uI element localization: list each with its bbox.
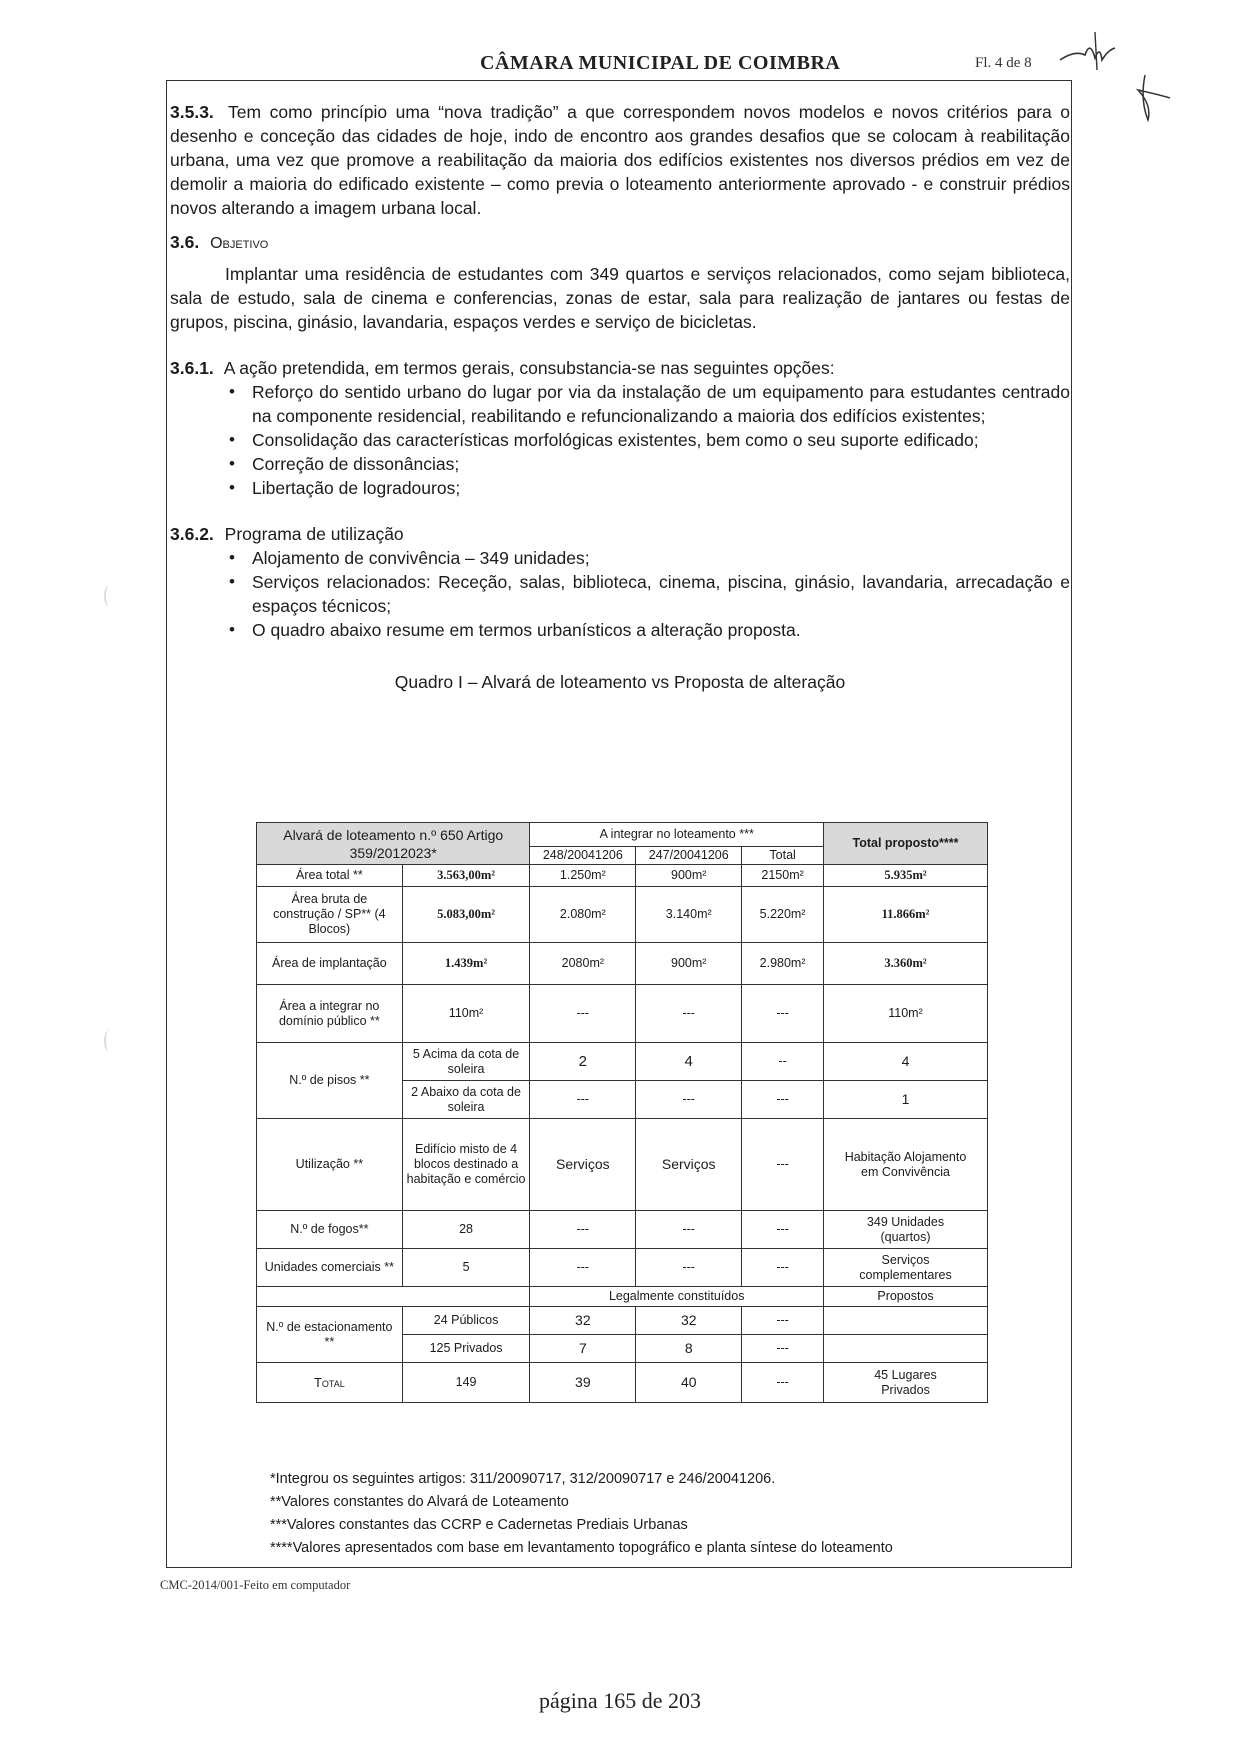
- scan-mark: [104, 585, 114, 607]
- table-cell: 7: [530, 1335, 636, 1363]
- section-3-6-heading: [170, 230, 1070, 256]
- table-cell: 5: [402, 1249, 530, 1287]
- section-text: Programa de utilização: [224, 524, 404, 544]
- table-row: [257, 865, 988, 887]
- table-cell: ---: [530, 985, 636, 1043]
- table-cell: 32: [530, 1307, 636, 1335]
- table-cell: 5.083,00m²: [402, 887, 530, 943]
- table-cell: ---: [636, 1081, 742, 1119]
- table-cell: 149: [402, 1363, 530, 1403]
- table-cell: ---: [636, 1249, 742, 1287]
- row-label: Utilização **: [257, 1119, 403, 1211]
- table-cell: ---: [742, 1119, 824, 1211]
- table-cell: 24 Públicos: [402, 1307, 530, 1335]
- header-col: 247/20041206: [636, 847, 742, 865]
- table-cell: ---: [636, 985, 742, 1043]
- table-cell: 900m²: [636, 943, 742, 985]
- table-row: [257, 1043, 988, 1081]
- section-3-5-3: [170, 100, 1070, 220]
- table-cell: 1: [824, 1081, 988, 1119]
- table-cell: ---: [530, 1211, 636, 1249]
- row-label: N.º de estacionamento **: [257, 1307, 403, 1363]
- table-row: [257, 985, 988, 1043]
- row-label: Área de implantação: [257, 943, 403, 985]
- table-cell: 11.866m²: [824, 887, 988, 943]
- table-cell: [824, 1335, 988, 1363]
- section-text: A ação pretendida, em termos gerais, consubstancia-se nas seguintes opções:: [223, 358, 835, 378]
- table-cell: 45 Lugares Privados: [824, 1363, 988, 1403]
- table-row: [257, 1307, 988, 1335]
- table-cell: 28: [402, 1211, 530, 1249]
- table-cell: 3.360m²: [824, 943, 988, 985]
- table-cell: Habitação Alojamento em Convivência: [824, 1119, 988, 1211]
- table-cell: 5 Acima da cota de soleira: [402, 1043, 530, 1081]
- table-cell: ---: [742, 1249, 824, 1287]
- bullet-list: [170, 380, 1070, 500]
- row-label: Área bruta de construção / SP** (4 Blocos): [257, 887, 403, 943]
- table-cell: 110m²: [402, 985, 530, 1043]
- table-cell: 2: [530, 1043, 636, 1081]
- table-cell: [257, 1287, 530, 1307]
- note: *Integrou os seguintes artigos: 311/20090717, 312/20090717 e 246/20041206.: [270, 1471, 776, 1487]
- table-cell: 4: [824, 1043, 988, 1081]
- row-label: Área total **: [257, 865, 403, 887]
- section-3-6-2: [170, 522, 1070, 546]
- table-cell: 40: [636, 1363, 742, 1403]
- table-cell: --: [742, 1043, 824, 1081]
- list-item: • Reforço do sentido urbano do lugar por via da instalação de um equipamento para estudantes centrado na componente residencial, reabilitando e refuncionalizando a maioria dos edifícios existentes;: [225, 380, 1070, 428]
- section-text: Tem como princípio uma “nova tradição” a que correspondem novos modelos e novos critérios para o desenho e conceção das cidades de hoje, indo de encontro aos grandes desafios que se colocam à reabilitação urbana, uma vez que promove a reabilitação da maioria dos edifícios existentes nos diversos prédios em vez de demolir a maioria do edificado existente – como previa o loteamento anteriormente aprovado - e construir prédios novos alterando a imagem urbana local.: [170, 102, 1070, 218]
- table-caption: Quadro I – Alvará de loteamento vs Proposta de alteração: [394, 672, 846, 692]
- header-alvara: Alvará de loteamento n.º 650 Artigo 359/2012023*: [257, 823, 530, 865]
- row-label: Total: [257, 1363, 403, 1403]
- table-cell: ---: [742, 1335, 824, 1363]
- table-cell: 2080m²: [530, 943, 636, 985]
- comparison-table: [256, 822, 988, 1403]
- table-cell: 1.250m²: [530, 865, 636, 887]
- table-cell: [824, 1307, 988, 1335]
- table-cell: ---: [742, 1211, 824, 1249]
- row-label: N.º de pisos **: [257, 1043, 403, 1119]
- list-item: • Consolidação das características morfológicas existentes, bem como o seu suporte edificado;: [225, 428, 1070, 452]
- table-cell: 3.140m²: [636, 887, 742, 943]
- proposed-header: Propostos: [824, 1287, 988, 1307]
- table-cell: 349 Unidades (quartos): [824, 1211, 988, 1249]
- table-cell: 900m²: [636, 865, 742, 887]
- table-cell: ---: [742, 985, 824, 1043]
- table-row: [257, 887, 988, 943]
- document-body: [170, 100, 1070, 693]
- list-item: • O quadro abaixo resume em termos urbanísticos a alteração proposta.: [225, 618, 1070, 642]
- section-number: 3.6.: [170, 232, 200, 252]
- header-col: Total: [742, 847, 824, 865]
- table-cell: ---: [530, 1249, 636, 1287]
- table-cell: ---: [742, 1081, 824, 1119]
- table-cell: 2150m²: [742, 865, 824, 887]
- table-cell: 1.439m²: [402, 943, 530, 985]
- section-number: 3.6.2.: [170, 524, 214, 544]
- table-cell: 4: [636, 1043, 742, 1081]
- row-label: Área a integrar no domínio público **: [257, 985, 403, 1043]
- section-title: Objetivo: [210, 235, 269, 252]
- note: ***Valores constantes das CCRP e Cadernetas Prediais Urbanas: [270, 1517, 688, 1533]
- header-total-proposto: Total proposto****: [824, 823, 988, 865]
- footer-code: CMC-2014/001-Feito em computador: [160, 1578, 351, 1592]
- section-3-6-text: Implantar uma residência de estudantes com 349 quartos e serviços relacionados, como sejam biblioteca, sala de estudo, sala de cinema e conferencias, zonas de estar, sala para realização de jantares ou festas de grupos, piscina, ginásio, lavandaria, espaços verdes e serviço de bicicletas.: [170, 264, 1070, 332]
- table-row: [257, 823, 988, 847]
- list-item: • Alojamento de convivência – 349 unidades;: [225, 546, 1070, 570]
- table-cell: ---: [636, 1211, 742, 1249]
- table-row: [257, 943, 988, 985]
- table-cell: 8: [636, 1335, 742, 1363]
- header-title: CÂMARA MUNICIPAL DE COIMBRA: [480, 52, 841, 74]
- table-cell: 3.563,00m²: [402, 865, 530, 887]
- table-cell: 2.980m²: [742, 943, 824, 985]
- table-notes: [270, 1468, 893, 1560]
- row-label: Unidades comerciais **: [257, 1249, 403, 1287]
- legal-header: Legalmente constituídos: [530, 1287, 824, 1307]
- table-row: [257, 1249, 988, 1287]
- section-3-6-1: [170, 356, 1070, 380]
- list-item: • Libertação de logradouros;: [225, 476, 1070, 500]
- table-row: [257, 1363, 988, 1403]
- section-number: 3.6.1.: [170, 358, 214, 378]
- table-cell: 2 Abaixo da cota de soleira: [402, 1081, 530, 1119]
- page-number: página 165 de 203: [539, 1688, 701, 1713]
- table-cell: 39: [530, 1363, 636, 1403]
- table-cell: Serviços complementares: [824, 1249, 988, 1287]
- table-cell: Serviços: [530, 1119, 636, 1211]
- row-label: N.º de fogos**: [257, 1211, 403, 1249]
- table-cell: 5.220m²: [742, 887, 824, 943]
- table-cell: ---: [742, 1307, 824, 1335]
- bullet-list: [170, 546, 1070, 642]
- table-cell: ---: [742, 1363, 824, 1403]
- note: ****Valores apresentados com base em levantamento topográfico e planta síntese do loteamento: [270, 1540, 893, 1556]
- table-cell: Serviços: [636, 1119, 742, 1211]
- section-number: 3.5.3.: [170, 102, 214, 122]
- table-row: [257, 1211, 988, 1249]
- scan-mark: [104, 1030, 114, 1052]
- list-item: • Correção de dissonâncias;: [225, 452, 1070, 476]
- table-row: [257, 1287, 988, 1307]
- folio-number: Fl. 4 de 8: [975, 55, 1032, 71]
- table-cell: 110m²: [824, 985, 988, 1043]
- table-cell: 32: [636, 1307, 742, 1335]
- list-item: • Serviços relacionados: Receção, salas, biblioteca, cinema, piscina, ginásio, lavandaria, arrecadação e espaços técnicos;: [225, 570, 1070, 618]
- table-cell: 5.935m²: [824, 865, 988, 887]
- header-integrar: A integrar no loteamento ***: [530, 823, 824, 847]
- note: **Valores constantes do Alvará de Loteamento: [270, 1494, 569, 1510]
- table-cell: Edifício misto de 4 blocos destinado a habitação e comércio: [402, 1119, 530, 1211]
- table-row: [257, 1119, 988, 1211]
- header-col: 248/20041206: [530, 847, 636, 865]
- table-cell: ---: [530, 1081, 636, 1119]
- table-cell: 2.080m²: [530, 887, 636, 943]
- table-cell: 125 Privados: [402, 1335, 530, 1363]
